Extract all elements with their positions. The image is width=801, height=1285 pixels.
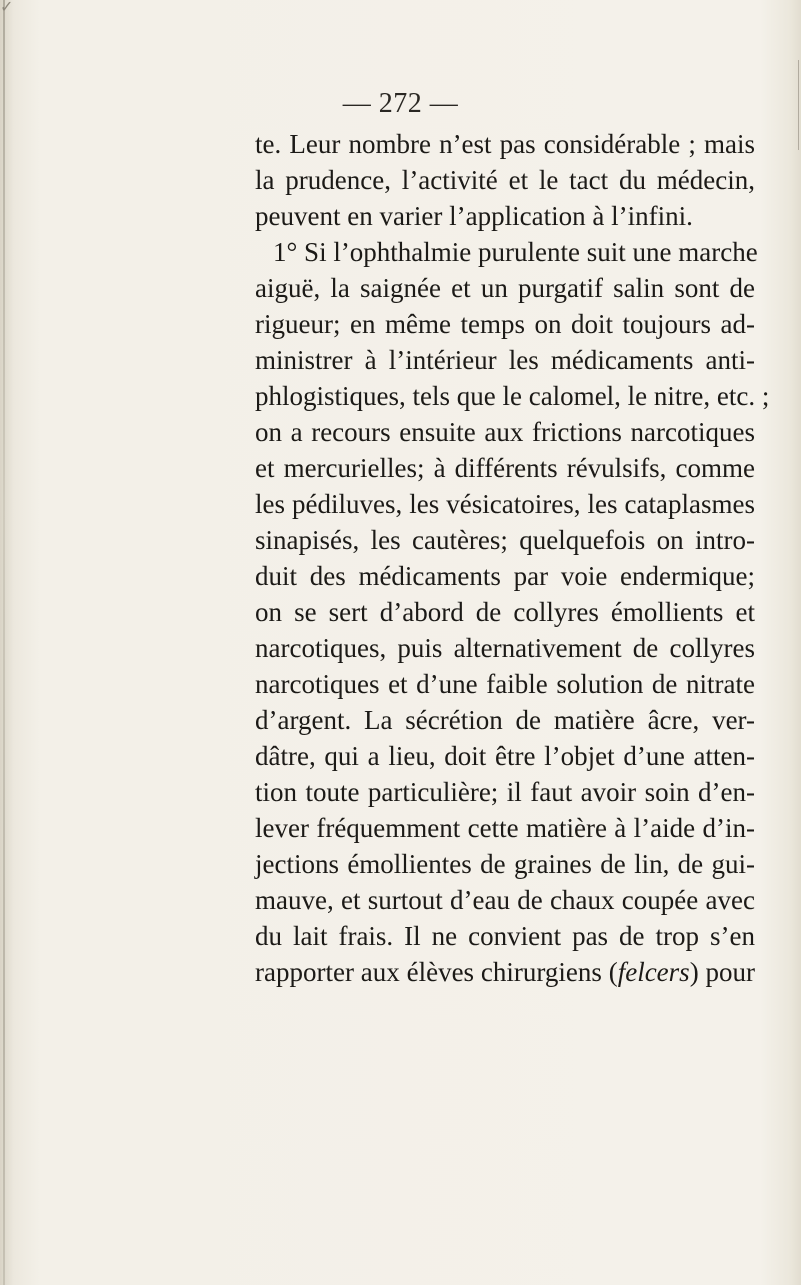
text-line: rigueur; en même temps on doit toujours ad- [255, 309, 755, 339]
text-line: et mercurielles; à différents révulsifs, comme [255, 453, 755, 483]
text-line: on se sert d’abord de collyres émollients et [255, 597, 755, 627]
body-text [255, 126, 770, 990]
text-line: on a recours ensuite aux frictions narcotiques [255, 417, 755, 447]
text-line: tion toute particulière; il faut avoir soin d’en- [255, 777, 755, 807]
text-line: peuvent en varier l’application à l’infini. [255, 201, 693, 231]
text-line: les pédiluves, les vésicatoires, les cataplasmes [255, 489, 755, 519]
text-line: sinapisés, les cautères; quelquefois on intro- [255, 525, 755, 555]
text-line: narcotiques et d’une faible solution de nitrate [255, 669, 755, 699]
final-line-start: rapporter aux élèves chirurgiens ( [255, 957, 618, 987]
text-line: jections émollientes de graines de lin, de gui- [255, 849, 755, 879]
text-line: d’argent. La sécrétion de matière âcre, ver- [255, 705, 755, 735]
text-line: lever fréquemment cette matière à l’aide d’in- [255, 813, 755, 843]
text-line: du lait frais. Il ne convient pas de trop s’en [255, 921, 755, 951]
final-line-end: ) pour [689, 957, 756, 987]
binding-gutter [3, 0, 5, 1285]
italic-term: felcers [617, 957, 690, 987]
text-line-final [255, 954, 755, 990]
text-line: aiguë, la saignée et un purgatif salin sont de [255, 273, 755, 303]
text-line: mauve, et surtout d’eau de chaux coupée avec [255, 885, 755, 915]
text-line: dâtre, qui a lieu, doit être l’objet d’une atten- [255, 741, 755, 771]
text-line: phlogistiques, tels que le calomel, le nitre, etc. ; [255, 381, 770, 411]
text-line: narcotiques, puis alternativement de collyres [255, 633, 755, 663]
text-line: te. Leur nombre n’est pas considérable ; mais [255, 129, 755, 159]
text-line: duit des médicaments par voie endermique; [255, 561, 755, 591]
text-line: ministrer à l’intérieur les médicaments anti- [255, 345, 755, 375]
corner-check-mark: ✓ [0, 0, 14, 16]
text-line: la prudence, l’activité et le tact du médecin, [255, 165, 755, 195]
text-line: 1° Si l’ophthalmie purulente suit une marche [273, 237, 758, 267]
page-number: — 272 — [342, 88, 459, 119]
